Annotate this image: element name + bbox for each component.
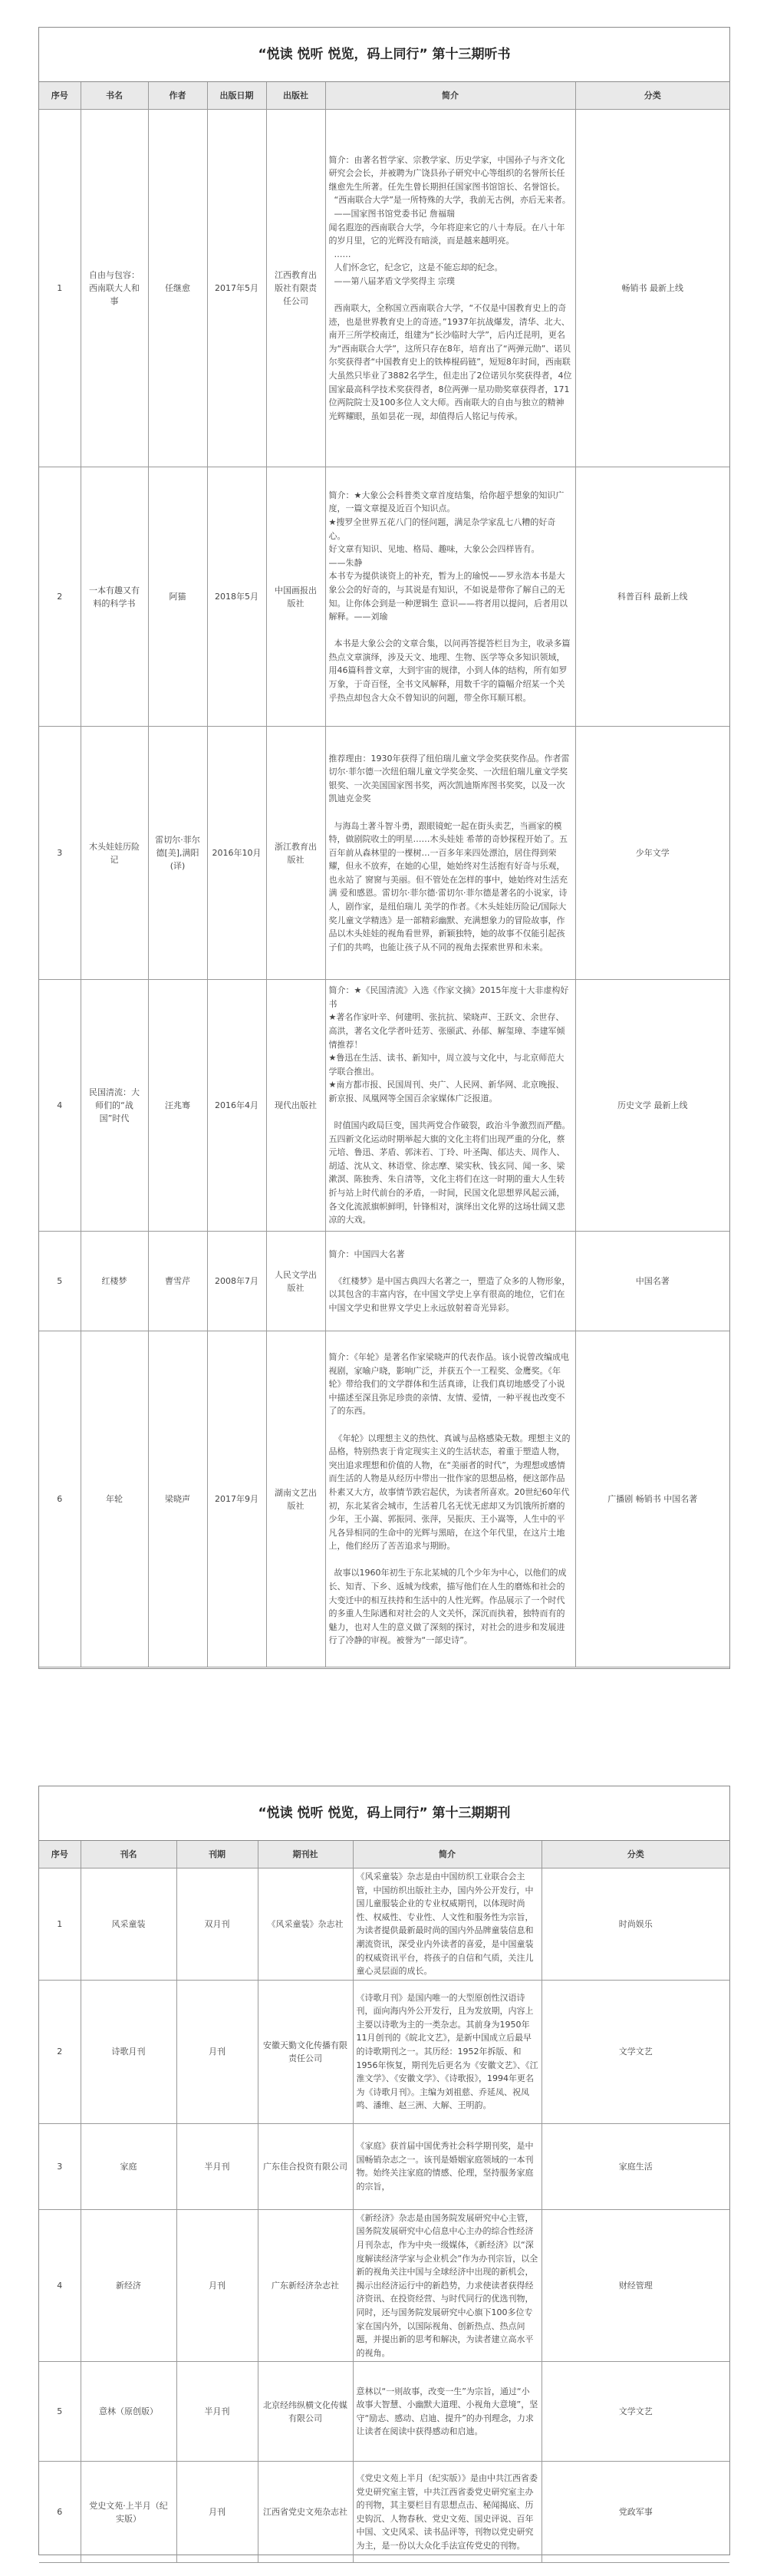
col-header-publisher: 期刊社 (258, 1841, 353, 1869)
book-date: 2017年5月 (207, 110, 266, 467)
book-category: 畅销书 最新上线 (575, 110, 729, 467)
col-header-name: 刊名 (81, 1841, 176, 1869)
table-row (39, 2362, 729, 2462)
magazine-publisher: 江西省党史文苑杂志社 (258, 2462, 353, 2563)
magazine-publisher: 广东新经济杂志社 (258, 2209, 353, 2362)
magazine-intro: 《风采童装》杂志是由中国纺织工业联合会主管，中国纺织出版社主办，国内外公开发行，中国儿童服装企业的专业权威期刊，以体现时尚性、权威性、专业性、人文性和服务性为宗旨，为读者提供最新最时尚的国内外品牌童装信息和潮流资讯，深受业内外读者的喜爱，是中国童装的权威资讯平台，将孩子的自信和气质，关注儿童心灵层面的成长。 (353, 1869, 542, 1981)
col-header-intro: 简介 (325, 82, 575, 110)
table-row (39, 467, 729, 727)
book-author: 阿猫 (148, 467, 207, 727)
col-header-period: 刊期 (176, 1841, 258, 1869)
book-no: 1 (39, 110, 81, 467)
book-no: 5 (39, 1232, 81, 1331)
book-category: 广播剧 畅销书 中国名著 (575, 1331, 729, 1667)
col-header-publisher: 出版社 (266, 82, 325, 110)
magazine-no: 5 (39, 2362, 81, 2462)
magazine-no: 3 (39, 2123, 81, 2209)
magazine-period: 月刊 (176, 2209, 258, 2362)
table-row (39, 1331, 729, 1667)
magazine-category: 文学文艺 (542, 2362, 729, 2462)
book-author: 任继愈 (148, 110, 207, 467)
magazine-publisher: 广东佳合投资有限公司 (258, 2123, 353, 2209)
book-publisher: 江西教育出版社有限责任公司 (266, 110, 325, 467)
col-header-intro: 简介 (353, 1841, 542, 1869)
book-intro: 简介：★《民国清流》入选《作家文摘》2015年度十大非虚构好书 ★著名作家叶辛、何建明、张抗抗、梁晓声、王跃文、余世存、高洪，著名文化学者叶廷芳、张颐武、孙郁、解玺璋、李建军倾情推荐！ ★鲁迅在生活、读书、新知中，周立波与文化中，与北京师范大学联合推出。 ★南方都市报、民国周刊、央广、人民网、新华网、北京晚报、新京报、凤凰网等全国百余家媒体广泛报道。 时值国内政局巨变，国共两党合作破裂，政治斗争激烈而严酷。五四新文化运动时期举起大旗的文化主将们出现严重的分化，蔡元培、鲁迅、茅盾、郭沫若、丁玲、叶圣陶、郁达夫、周作人、胡适、沈从文、林语堂、徐志摩、梁实秋、钱玄同、闻一多、梁漱溟、陈独秀、朱自清等，文化主将们在这一时期的重大人生转折与站上时代前台的矛盾，一时间，民国文化思想界风起云涌，各文化流派旗帜鲜明，针锋相对，演绎出文化界的这场壮阔又悲凉的大戏。 (325, 980, 575, 1232)
magazine-table (39, 1841, 729, 2563)
table-row (39, 1869, 729, 1981)
magazine-name: 风采童装 (81, 1869, 176, 1981)
magazine-category: 文学文艺 (542, 1980, 729, 2123)
table-row (39, 1232, 729, 1331)
book-date: 2016年10月 (207, 727, 266, 980)
magazine-name: 党史文苑·上半月（纪实版） (81, 2462, 176, 2563)
magazine-table-header (39, 1841, 729, 1869)
book-no: 6 (39, 1331, 81, 1667)
book-intro: 简介：《年轮》是著名作家梁晓声的代表作品。该小说曾改编成电视剧，家喻户晓，影响广泛，并获五个一工程奖、金鹰奖。《年轮》带给我们的文学群体和生活真谛，让我们真切地感受了小说中描述至深且弥足珍贵的亲情、友情、爱情，一种平视也改变不了的东西。 《年轮》以理想主义的热忱、真诚与品格感染无数。理想主义的品格，特别热衷于肯定现实主义的生活状态，着重于塑造人物，突出追求理想和价值的人物，在“美丽者的时代”，为理想或感情而生活的人物是从经历中带出一批作家的思想品格，便这部作品朴素又大方，故事情节跌宕起伏，为读者所喜欢。20世纪60年代初，东北某省会城市，生活着几名无忧无虑却又为饥饿所折磨的少年，王小嵩、郭振同、张萍，吴振庆、王小嵩等，人生中的平凡各异相同的生命中的光辉与黑暗，在这个年代里，在这片土地上，他们经历了苦苦追求与期盼。 故事以1960年初生于东北某城的几个少年为中心，以他们的成长、知青、下乡、返城为线索，描写他们在人生的磨炼和社会的大变迁中的相互扶持和生活中的人性光辉。作品展示了一个时代的多重人生际遇和对社会的人文关怀，深沉而执着，独特而有的魅力，也对人生的意义做了深刻的探讨，对社会的进步和发展进行了冷静的审视。被誉为“一部史诗”。 (325, 1331, 575, 1667)
magazine-period: 双月刊 (176, 1869, 258, 1981)
magazine-no: 2 (39, 1980, 81, 2123)
table-row (39, 2462, 729, 2563)
book-table-header (39, 82, 729, 110)
book-author: 汪兆骞 (148, 980, 207, 1232)
magazine-publisher: 安徽天勤文化传播有限责任公司 (258, 1980, 353, 2123)
magazine-no: 6 (39, 2462, 81, 2563)
col-header-author: 作者 (148, 82, 207, 110)
book-no: 2 (39, 467, 81, 727)
magazine-period: 月刊 (176, 1980, 258, 2123)
book-name: 木头娃娃历险记 (81, 727, 148, 980)
book-intro: 推荐理由：1930年获得了纽伯瑞儿童文学金奖获奖作品。作者雷切尔·菲尔德一次纽伯瑞儿童文学奖金奖、一次纽伯瑞儿童文学奖银奖、一次美国国家图书奖，两次凯迪斯库图书奖奖，以及一次凯迪克金奖 与海岛土著斗智斗勇，跟眼镜蛇一起在街头卖艺，当画家的模特，做剧院收土的明星……木头娃娃 希蒂的奇妙探程开始了。五百年前从森林里的一棵树…一百多年来四处漂泊，居住得到荣耀，但永不放弃，在她的心里，她始终对生活抱有好奇与乐观，也永站了 窗窗与美丽。但不管处在怎样的事中，她始终对生活充满 爱和感恩。雷切尔·菲尔德·雷切尔·菲尔德是著名的小说家，诗人，剧作家，是纽伯瑞儿 美学的作者。《木头娃娃历险记/国际大奖儿童文学精选》是一部精彩幽默、充满想象力的冒险故事，作品以木头娃娃的视角看世界，新颖独特，她的故事不仅能引起孩子们的共鸣，也能让孩子从不同的视角去探索世界和未来。 (325, 727, 575, 980)
book-publisher: 中国画报出版社 (266, 467, 325, 727)
book-intro: 简介：★大象公会科普类文章首度结集，给你超乎想象的知识广度，一篇文章提及近百个知识点。 ★搜罗全世界五花八门的怪问题，满足杂学家乱七八糟的好奇心。 好文章有知识、见地、格局、趣味，大象公会四样皆有。 ——朱静 本书专为提供谈资上的补充，暂为上的瑜悦——罗永浩本书是大象公会的好奇的，与其说是有知识，不如说是带你了解自己的无知。让你体会到是一种逻辑生 意识——将者用以提问，后者用以解释。——刘瑜 本书是大象公会的文章合集，以问再答提答栏目为主，收录多篇热点文章演绎，涉及天文、地理、生物、医学等众多知识领域，用46篇科普文章，大到宇宙的规律，小到人体的结构，所有如罗万象，于奇百怪，全书文风解释，用数千字的篇幅介绍某一个关乎热点却包含大众不曾知识的问题，带全你耳顺耳根。 (325, 467, 575, 727)
magazine-category: 家庭生活 (542, 2123, 729, 2209)
book-date: 2016年4月 (207, 980, 266, 1232)
col-header-date: 出版日期 (207, 82, 266, 110)
book-intro: 简介：由著名哲学家、宗教学家、历史学家，中国孙子与齐文化研究会会长，并被聘为广饶县孙子研究中心等组织的名誉所长任继愈先生所著。任先生曾长期担任国家图书馆馆长、名誉馆长。 “西南联合大学”是一所特殊的大学，我前无古例，亦后无来者。 ——国家图书馆党委书记 詹福瑞 闻名遐迩的西南联合大学，今年将迎来它的八十寿辰。在八十年的岁月里，它的光辉没有暗淡，而是越来越明亮。 …… 人们怀念它，纪念它，这是不能忘却的纪念。 ——第八届茅盾文学奖得主 宗璞 西南联大，全称国立西南联合大学，“不仅是中国教育史上的奇迹，也是世界教育史上的奇迹。”1937年抗战爆发，清华、北大、南开三所学校南迁，组建为“长沙临时大学”，后内迁昆明，更名为“西南联合大学”，这所只存在8年，培育出了“两弹元勋”、诺贝尔奖获得者“中国教育史上的铁棒棍码链”，短短8年时间，西南联大虽然只毕业了3882名学生，但走出了2位诺贝尔奖获得者，4位国家最高科学技术奖获得者，8位两弹一星功勋奖章获得者，171位两院院士及100多位人文大师。西南联大的自由与独立的精神光辉耀眼，虽如昙花一现，却值得后人铭记与传承。 (325, 110, 575, 467)
book-no: 3 (39, 727, 81, 980)
magazine-intro: 《新经济》杂志是由国务院发展研究中心主管，国务院发展研究中心信息中心主办的综合性经济月刊杂志，作为中央一级媒体，《新经济》以“深度解读经济学家与企业机会”作为办刊宗旨，以全新的视角关注中国与全球经济中出现的新机会，揭示出经济运行中的新趋势，力求使读者获得经济资讯、在投资经营、与时代同行的优选刊物，同时，还与国务院发展研究中心旗下100多位专家在国内外，以国际视角、创新热点、热点问题，并提出新的思考和解决，为读者建立高水平的视角。 (353, 2209, 542, 2362)
book-category: 科普百科 最新上线 (575, 467, 729, 727)
book-list-title: “悦读 悦听 悦览，码上同行” 第十三期听书 (39, 28, 729, 82)
book-date: 2017年9月 (207, 1331, 266, 1667)
col-header-category: 分类 (542, 1841, 729, 1869)
magazine-category: 时尚娱乐 (542, 1869, 729, 1981)
magazine-intro: 意林以“一则故事，改变一生”为宗旨，通过“小故事大智慧、小幽默大道理、小视角大意境”，坚守“励志、感动、启迪、提升”的办刊理念，力求让读者在阅读中获得感动和启迪。 (353, 2362, 542, 2462)
magazine-name: 新经济 (81, 2209, 176, 2362)
col-header-no: 序号 (39, 1841, 81, 1869)
table-row (39, 1980, 729, 2123)
magazine-name: 诗歌月刊 (81, 1980, 176, 2123)
magazine-period: 半月刊 (176, 2362, 258, 2462)
book-no: 4 (39, 980, 81, 1232)
book-publisher: 人民文学出版社 (266, 1232, 325, 1331)
book-name: 民国清流：大师们的“战国”时代 (81, 980, 148, 1232)
book-name: 红楼梦 (81, 1232, 148, 1331)
book-publisher: 浙江教育出版社 (266, 727, 325, 980)
magazine-intro: 《家庭》获首届中国优秀社会科学期刊奖，是中国畅销杂志之一。该刊是婚姻家庭领域的一本刊物。始终关注家庭的情感、伦理，坚持服务家庭的宗旨， (353, 2123, 542, 2209)
magazine-category: 财经管理 (542, 2209, 729, 2362)
table-row (39, 2209, 729, 2362)
book-author: 曹雪芹 (148, 1232, 207, 1331)
book-date: 2018年5月 (207, 467, 266, 727)
magazine-intro: 《党史文苑上半月（纪实版）》是由中共江西省委党史研究室主管，中共江西省委党史研究室主办的刊物，其主要栏目有思想点击、秘闻揭底、历史钩沉、人物春秋、党史文苑、国史评说、百年中国、文史风采、读书品评等，刊物以党史研究为主，是一份以大众化手法宣传党史的刊物。 (353, 2462, 542, 2563)
col-header-no: 序号 (39, 82, 81, 110)
table-row (39, 727, 729, 980)
col-header-category: 分类 (575, 82, 729, 110)
col-header-name: 书名 (81, 82, 148, 110)
magazine-no: 1 (39, 1869, 81, 1981)
book-table (39, 82, 729, 1667)
magazine-name: 家庭 (81, 2123, 176, 2209)
book-author: 梁晓声 (148, 1331, 207, 1667)
magazine-publisher: 北京经纬纵横文化传媒有限公司 (258, 2362, 353, 2462)
book-name: 自由与包容：西南联大人和事 (81, 110, 148, 467)
book-publisher: 湖南文艺出版社 (266, 1331, 325, 1667)
book-category: 中国名著 (575, 1232, 729, 1331)
book-name: 年轮 (81, 1331, 148, 1667)
book-category: 少年文学 (575, 727, 729, 980)
book-category: 历史文学 最新上线 (575, 980, 729, 1232)
book-name: 一本有趣又有料的科学书 (81, 467, 148, 727)
magazine-name: 意林（原创版） (81, 2362, 176, 2462)
book-publisher: 现代出版社 (266, 980, 325, 1232)
magazine-period: 月刊 (176, 2462, 258, 2563)
magazine-list-sheet (38, 1786, 730, 2555)
magazine-no: 4 (39, 2209, 81, 2362)
magazine-category: 党政军事 (542, 2462, 729, 2563)
table-row (39, 2123, 729, 2209)
book-intro: 简介：中国四大名著 《红楼梦》是中国古典四大名著之一，塑造了众多的人物形象，以其包含的丰富内容，在中国文学史上享有很高的地位，它们在中国文学史和世界文学史上永远放射着奇光异彩。 (325, 1232, 575, 1331)
magazine-intro: 《诗歌月刊》是国内唯一的大型原创性汉语诗刊，面向海内外公开发行，且为发放期，内容上主要以诗歌为主的一类杂志。其前身为1950年11月创刊的《皖北文艺》，是新中国成立后最早的诗歌期刊之一。其历经：1952年拆版、和1956年恢复，期刊先后更名为《安徽文艺》、《江淮文学》、《安徽文学》、《诗歌报》，1994年更名为《诗歌月刊》。主编为刘祖慈、乔延凤、祝凤鸣、潘维、赵三洲、大解、王明韵。 (353, 1980, 542, 2123)
magazine-publisher: 《风采童装》杂志社 (258, 1869, 353, 1981)
book-list-sheet (38, 27, 730, 1669)
magazine-period: 半月刊 (176, 2123, 258, 2209)
table-row (39, 110, 729, 467)
magazine-list-title: “悦读 悦听 悦览，码上同行” 第十三期期刊 (39, 1786, 729, 1841)
table-row (39, 980, 729, 1232)
book-date: 2008年7月 (207, 1232, 266, 1331)
book-author: 雷切尔·菲尔德[美],满阳(译) (148, 727, 207, 980)
